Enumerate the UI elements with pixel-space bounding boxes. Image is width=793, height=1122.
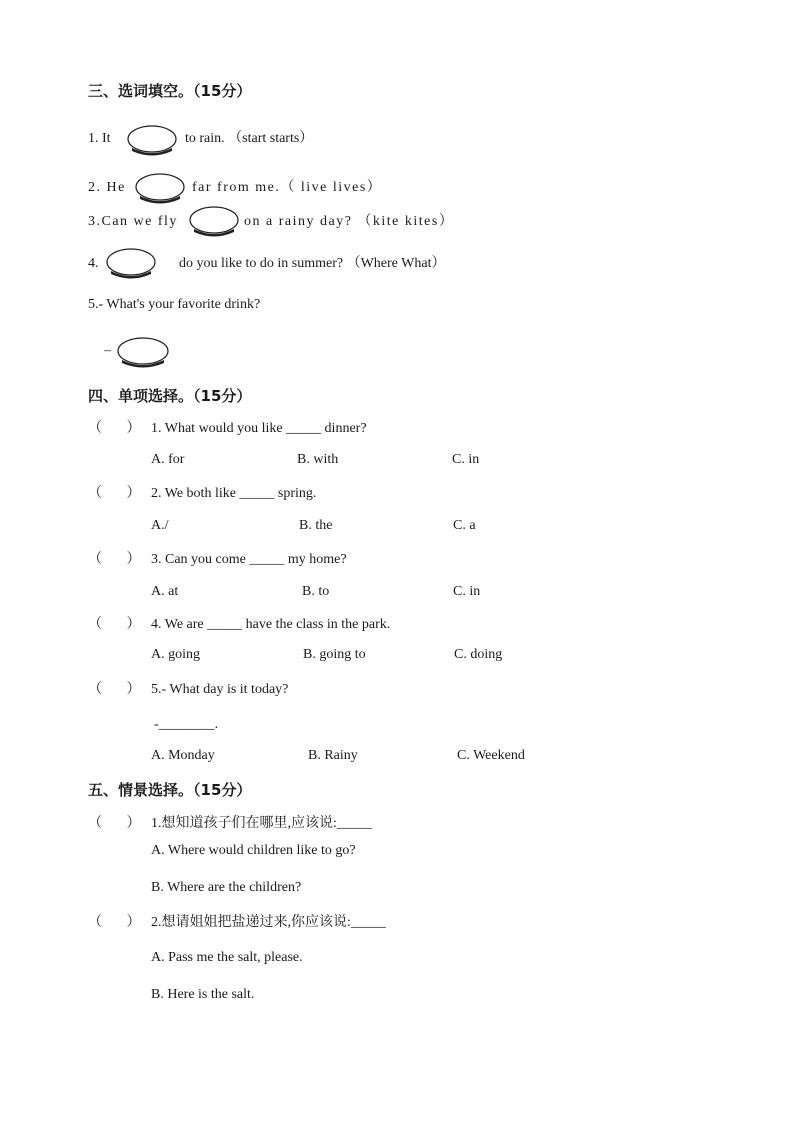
s3-q2-answer-bubble[interactable] xyxy=(134,172,184,202)
s3-q1-pre: 1. It xyxy=(88,131,111,146)
s4-q5-answer-line: -________. xyxy=(154,717,219,732)
s4-q1-option-c[interactable]: C. in xyxy=(452,452,480,467)
s5-q2-option-a[interactable]: A. Pass me the salt, please. xyxy=(151,950,303,965)
section4-heading: 四、单项选择。（15分） xyxy=(88,387,252,405)
s3-q4-answer-bubble[interactable] xyxy=(105,247,155,277)
s5-q2-option-b[interactable]: B. Here is the salt. xyxy=(151,987,255,1002)
s4-q4-paren[interactable]: （ ） xyxy=(88,617,141,632)
s4-q5-stem: 5.- What day is it today? xyxy=(151,682,289,697)
s4-q3-option-c[interactable]: C. in xyxy=(453,584,481,599)
s5-q1-stem: 1.想知道孩子们在哪里,应该说:_____ xyxy=(151,816,372,831)
s3-q2-post: far from me.（ live lives） xyxy=(192,180,383,195)
s4-q4-option-c[interactable]: C. doing xyxy=(454,647,503,662)
section5-heading: 五、情景选择。（15分） xyxy=(88,781,252,799)
s4-q1-paren[interactable]: （ ） xyxy=(88,421,141,436)
s4-q2-option-c[interactable]: C. a xyxy=(453,518,476,533)
s3-q1-post: to rain. （start starts） xyxy=(185,131,314,146)
s5-q2-stem: 2.想请姐姐把盐递过来,你应该说:_____ xyxy=(151,915,386,930)
s4-q3-stem: 3. Can you come _____ my home? xyxy=(151,552,347,567)
section3-heading: 三、选词填空。（15分） xyxy=(88,82,252,100)
s3-q5-dash: – xyxy=(104,343,111,358)
s4-q2-stem: 2. We both like _____ spring. xyxy=(151,486,317,501)
s5-q1-paren[interactable]: （ ） xyxy=(88,816,141,831)
s4-q3-paren[interactable]: （ ） xyxy=(88,552,141,567)
s3-q4-pre: 4. xyxy=(88,256,99,271)
s5-q1-option-b[interactable]: B. Where are the children? xyxy=(151,880,302,895)
s4-q3-option-b[interactable]: B. to xyxy=(302,584,330,599)
s3-q4-post: do you like to do in summer? （Where What） xyxy=(179,256,446,271)
s3-q3-answer-bubble[interactable] xyxy=(188,205,238,235)
s3-q1-answer-bubble[interactable] xyxy=(126,124,176,154)
s4-q1-stem: 1. What would you like _____ dinner? xyxy=(151,421,367,436)
s3-q5-stem: 5.- What's your favorite drink? xyxy=(88,297,261,312)
s4-q5-option-b[interactable]: B. Rainy xyxy=(308,748,358,763)
s4-q2-paren[interactable]: （ ） xyxy=(88,486,141,501)
s4-q5-option-a[interactable]: A. Monday xyxy=(151,748,215,763)
s5-q1-option-a[interactable]: A. Where would children like to go? xyxy=(151,843,356,858)
s4-q1-option-a[interactable]: A. for xyxy=(151,452,185,467)
s4-q3-option-a[interactable]: A. at xyxy=(151,584,179,599)
s4-q4-stem: 4. We are _____ have the class in the park. xyxy=(151,617,391,632)
s4-q4-option-a[interactable]: A. going xyxy=(151,647,200,662)
s4-q2-option-b[interactable]: B. the xyxy=(299,518,333,533)
s3-q3-pre: 3.Can we fly xyxy=(88,214,178,229)
s4-q1-option-b[interactable]: B. with xyxy=(297,452,339,467)
s3-q3-post: on a rainy day? （kite kites） xyxy=(244,214,455,229)
s4-q2-option-a[interactable]: A./ xyxy=(151,518,169,533)
s4-q4-option-b[interactable]: B. going to xyxy=(303,647,366,662)
s3-q5-answer-bubble[interactable] xyxy=(116,336,166,366)
s3-q2-pre: 2. He xyxy=(88,180,126,195)
s4-q5-option-c[interactable]: C. Weekend xyxy=(457,748,525,763)
s4-q5-paren[interactable]: （ ） xyxy=(88,682,141,697)
s5-q2-paren[interactable]: （ ） xyxy=(88,915,141,930)
